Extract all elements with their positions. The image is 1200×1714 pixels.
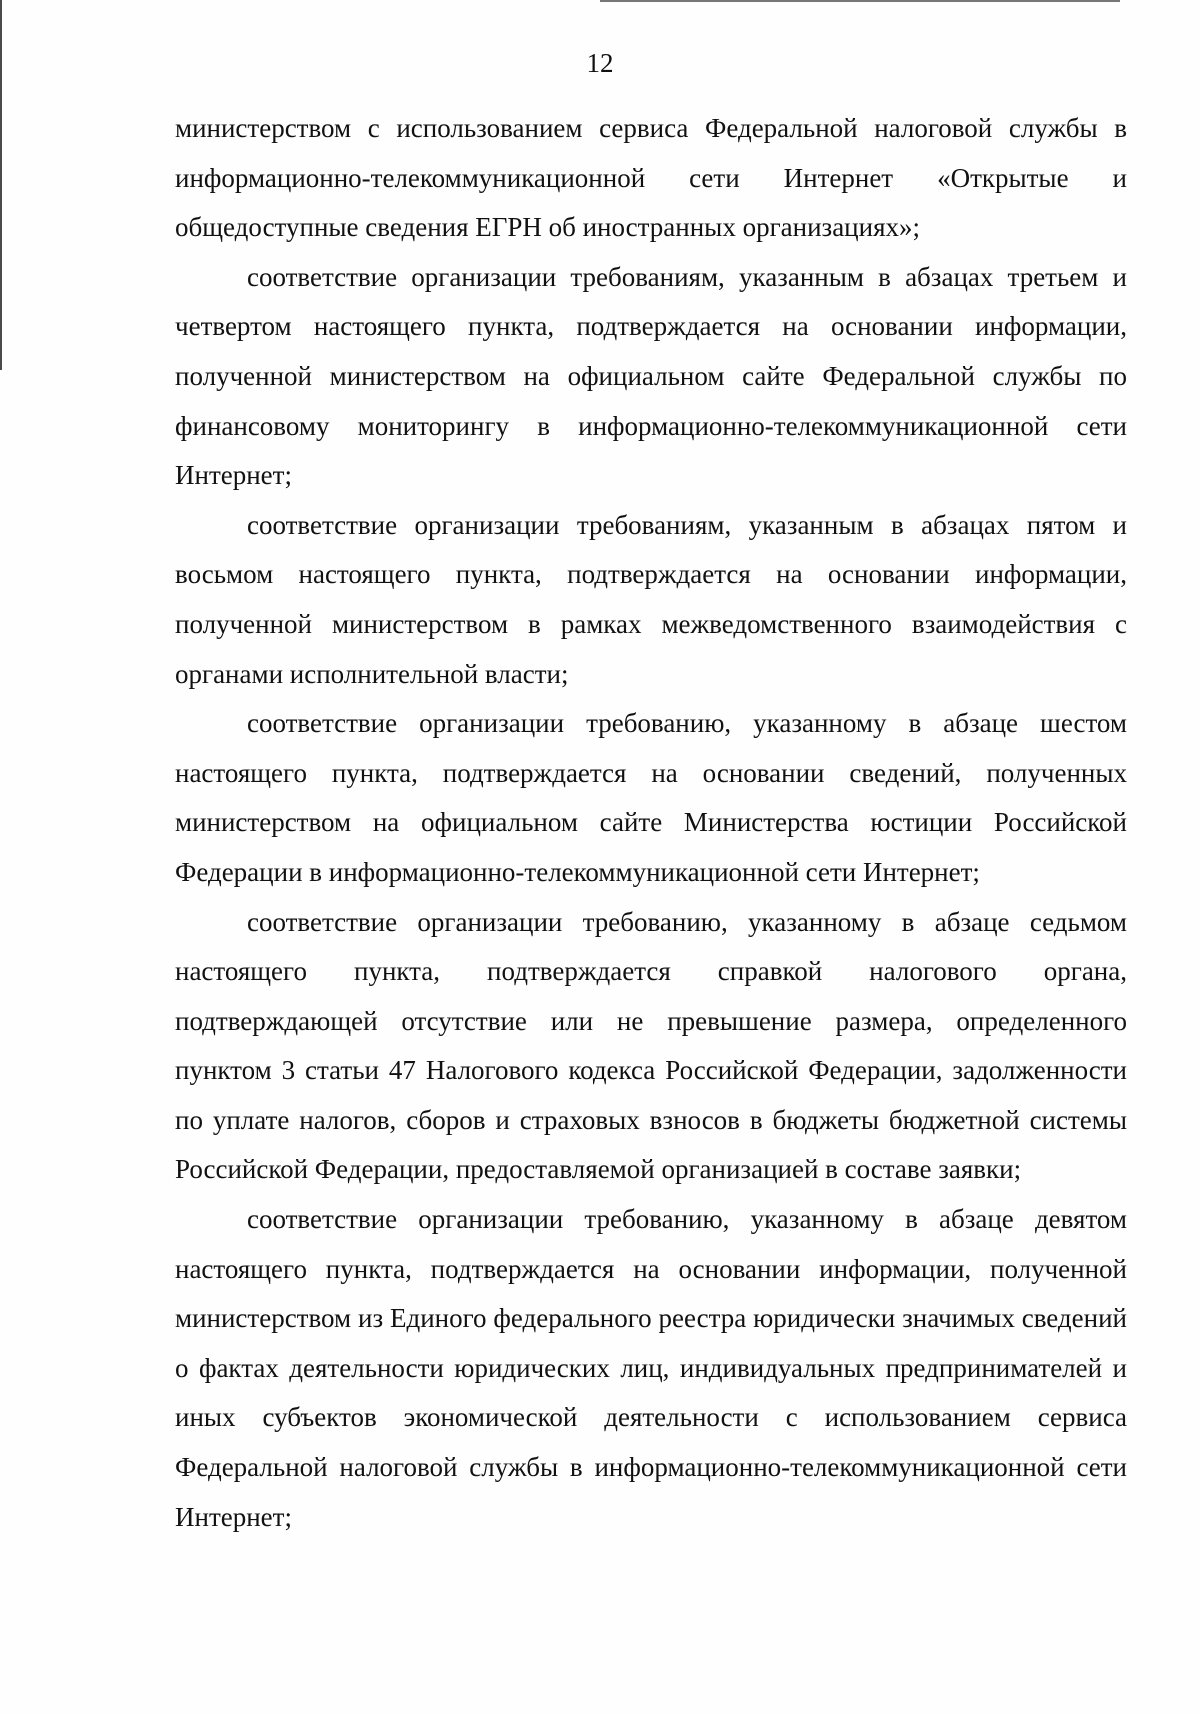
- scan-top-edge: [600, 0, 1120, 2]
- paragraph-continuation: министерством с использованием сервиса Федеральной налоговой службы в информационно-телекоммуникационной сети Интернет «Открытые и общедоступные сведения ЕГРН об иностранных организациях»;: [175, 113, 1127, 243]
- paragraph-tax-certificate: соответствие организации требованию, указанному в абзаце седьмом настоящего пункта, подтверждается справкой налогового органа, подтверждающей отсутствие или не превышение размера, определенного пунктом 3 статьи 47 Налогового кодекса Российской Федерации, задолженности по уплате налогов, сборов и страховых взносов в бюджеты бюджетной системы Российской Федерации, предоставляемой организацией в составе заявки;: [175, 906, 1127, 1185]
- paragraph-finmonitoring: соответствие организации требованиям, указанным в абзацах третьем и четвертом настоящего пункта, подтверждается на основании информации, полученной министерством на официальном сайте Федеральной службы по финансовому мониторингу в информационно-телекоммуникационной сети Интернет;: [175, 261, 1127, 491]
- document-body: [175, 104, 1127, 1542]
- paragraph-fedresurs: соответствие организации требованию, указанному в абзаце девятом настоящего пункта, подтверждается на основании информации, полученной министерством из Единого федерального реестра юридически значимых сведений о фактах деятельности юридических лиц, индивидуальных предпринимателей и иных субъектов экономической деятельности с использованием сервиса Федеральной налоговой службы в информационно-телекоммуникационной сети Интернет;: [175, 1204, 1127, 1532]
- paragraph-ministry-justice: соответствие организации требованию, указанному в абзаце шестом настоящего пункта, подтверждается на основании сведений, полученных министерством на официальном сайте Министерства юстиции Российской Федерации в информационно-телекоммуникационной сети Интернет;: [175, 708, 1127, 887]
- paragraph-interagency: соответствие организации требованиям, указанным в абзацах пятом и восьмом настоящего пункта, подтверждается на основании информации, полученной министерством в рамках межведомственного взаимодействия с органами исполнительной власти;: [175, 509, 1127, 689]
- page-number: 12: [586, 48, 614, 78]
